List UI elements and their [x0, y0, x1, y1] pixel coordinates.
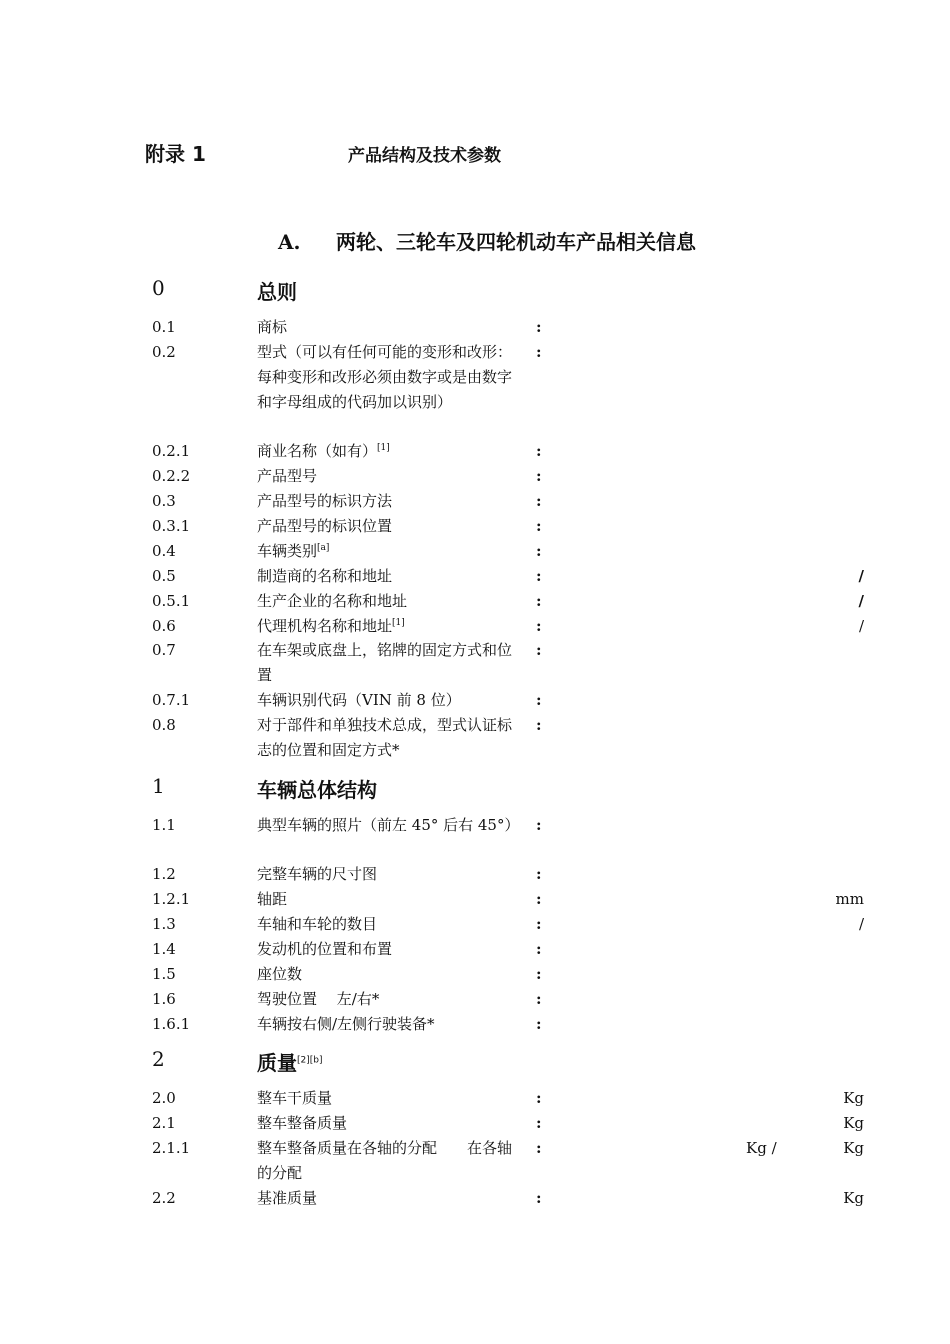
item-label: 整车整备质量	[257, 1114, 348, 1132]
unit-label: Kg	[843, 1114, 864, 1132]
unit-label: /	[858, 915, 864, 933]
item-label: 产品型号的标识位置	[257, 517, 393, 535]
colon-separator: :	[536, 1015, 542, 1033]
unit-label: Kg /	[746, 1139, 777, 1157]
item-code: 1.4	[152, 940, 176, 958]
colon-separator: :	[536, 592, 542, 610]
footnote-ref: [1]	[392, 618, 405, 628]
item-label: 座位数	[257, 965, 303, 983]
colon-separator: :	[536, 1114, 542, 1132]
item-code: 1.2.1	[152, 890, 191, 908]
colon-separator: :	[536, 617, 542, 635]
footnote-ref: [1]	[377, 443, 390, 453]
item-label: 产品型号	[257, 467, 318, 485]
item-code: 0.2.2	[152, 467, 191, 485]
section-heading	[152, 774, 872, 804]
item-label: 基准质量	[257, 1189, 318, 1207]
part-heading	[278, 226, 696, 255]
item-code: 0.4	[152, 542, 176, 560]
colon-separator: :	[536, 492, 542, 510]
item-label: 轴距	[257, 890, 288, 908]
item-label: 商业名称（如有）[1]	[257, 442, 390, 460]
item-label: 商标	[257, 318, 288, 336]
unit-label: /	[858, 567, 864, 585]
section-number: 1	[152, 774, 165, 798]
item-code: 0.7.1	[152, 691, 191, 709]
item-label: 整车整备质量在各轴的分配 在各轴的分配	[257, 1139, 513, 1182]
item-code: 0.8	[152, 716, 176, 734]
item-label: 典型车辆的照片（前左 45° 后右 45°）	[257, 816, 520, 834]
item-code: 0.6	[152, 617, 176, 635]
item-code: 0.5	[152, 567, 176, 585]
unit-label: /	[858, 617, 864, 635]
colon-separator: :	[536, 318, 542, 336]
item-label: 整车干质量	[257, 1089, 333, 1107]
item-code: 1.2	[152, 865, 176, 883]
colon-separator: :	[536, 965, 542, 983]
item-code: 0.2.1	[152, 442, 191, 460]
colon-separator: :	[536, 641, 542, 659]
colon-separator: :	[536, 467, 542, 485]
colon-separator: :	[536, 343, 542, 361]
appendix-title: 产品结构及技术参数	[348, 146, 501, 166]
colon-separator: :	[536, 915, 542, 933]
item-label: 发动机的位置和布置	[257, 940, 393, 958]
section-title: 车辆总体结构	[257, 778, 377, 802]
section-title: 质量[2][b]	[257, 1051, 323, 1075]
item-code: 2.2	[152, 1189, 176, 1207]
unit-label: Kg	[843, 1139, 864, 1157]
item-code: 0.3.1	[152, 517, 191, 535]
part-title: 两轮、三轮车及四轮机动车产品相关信息	[336, 230, 696, 254]
item-label: 驾驶位置 左/右*	[257, 990, 380, 1008]
unit-label: /	[858, 592, 864, 610]
item-code: 0.7	[152, 641, 176, 659]
unit-label: Kg	[843, 1089, 864, 1107]
item-code: 0.2	[152, 343, 176, 361]
colon-separator: :	[536, 716, 542, 734]
appendix-label: 附录 1	[145, 142, 206, 166]
item-label: 车轴和车轮的数目	[257, 915, 378, 933]
colon-separator: :	[536, 890, 542, 908]
item-label: 代理机构名称和地址[1]	[257, 617, 405, 635]
colon-separator: :	[536, 567, 542, 585]
item-label: 完整车辆的尺寸图	[257, 865, 378, 883]
unit-label: mm	[835, 890, 864, 908]
item-label: 车辆类别[a]	[257, 542, 330, 560]
colon-separator: :	[536, 517, 542, 535]
item-code: 1.5	[152, 965, 176, 983]
colon-separator: :	[536, 816, 542, 834]
item-label: 型式（可以有任何可能的变形和改形：每种变形和改形必须由数字或是由数字和字母组成的代码加以识别）	[257, 343, 513, 411]
item-code: 2.1	[152, 1114, 176, 1132]
item-code: 0.5.1	[152, 592, 191, 610]
item-code: 2.1.1	[152, 1139, 191, 1157]
item-label: 车辆识别代码（VIN 前 8 位）	[257, 691, 461, 709]
item-code: 1.6.1	[152, 1015, 191, 1033]
section-heading	[152, 1047, 872, 1077]
colon-separator: :	[536, 1189, 542, 1207]
part-letter: A.	[278, 230, 301, 254]
unit-label: Kg	[843, 1189, 864, 1207]
item-label: 车辆按右侧/左侧行驶装备*	[257, 1015, 435, 1033]
item-code: 2.0	[152, 1089, 176, 1107]
item-code: 1.6	[152, 990, 176, 1008]
colon-separator: :	[536, 542, 542, 560]
section-heading	[152, 276, 872, 306]
item-label: 制造商的名称和地址	[257, 567, 393, 585]
item-label: 在车架或底盘上，铭牌的固定方式和位置	[257, 641, 513, 684]
item-label: 产品型号的标识方法	[257, 492, 393, 510]
section-title: 总则	[257, 280, 297, 304]
colon-separator: :	[536, 1089, 542, 1107]
colon-separator: :	[536, 990, 542, 1008]
item-code: 0.1	[152, 318, 176, 336]
section-number: 0	[152, 276, 165, 300]
section-number: 2	[152, 1047, 165, 1071]
footnote-ref: [2][b]	[297, 1055, 323, 1066]
item-code: 1.3	[152, 915, 176, 933]
item-label: 生产企业的名称和地址	[257, 592, 408, 610]
item-code: 1.1	[152, 816, 176, 834]
colon-separator: :	[536, 940, 542, 958]
item-code: 0.3	[152, 492, 176, 510]
colon-separator: :	[536, 865, 542, 883]
colon-separator: :	[536, 691, 542, 709]
footnote-ref: [a]	[317, 543, 330, 553]
colon-separator: :	[536, 1139, 542, 1157]
colon-separator: :	[536, 442, 542, 460]
item-label: 对于部件和单独技术总成，型式认证标志的位置和固定方式*	[257, 716, 513, 759]
